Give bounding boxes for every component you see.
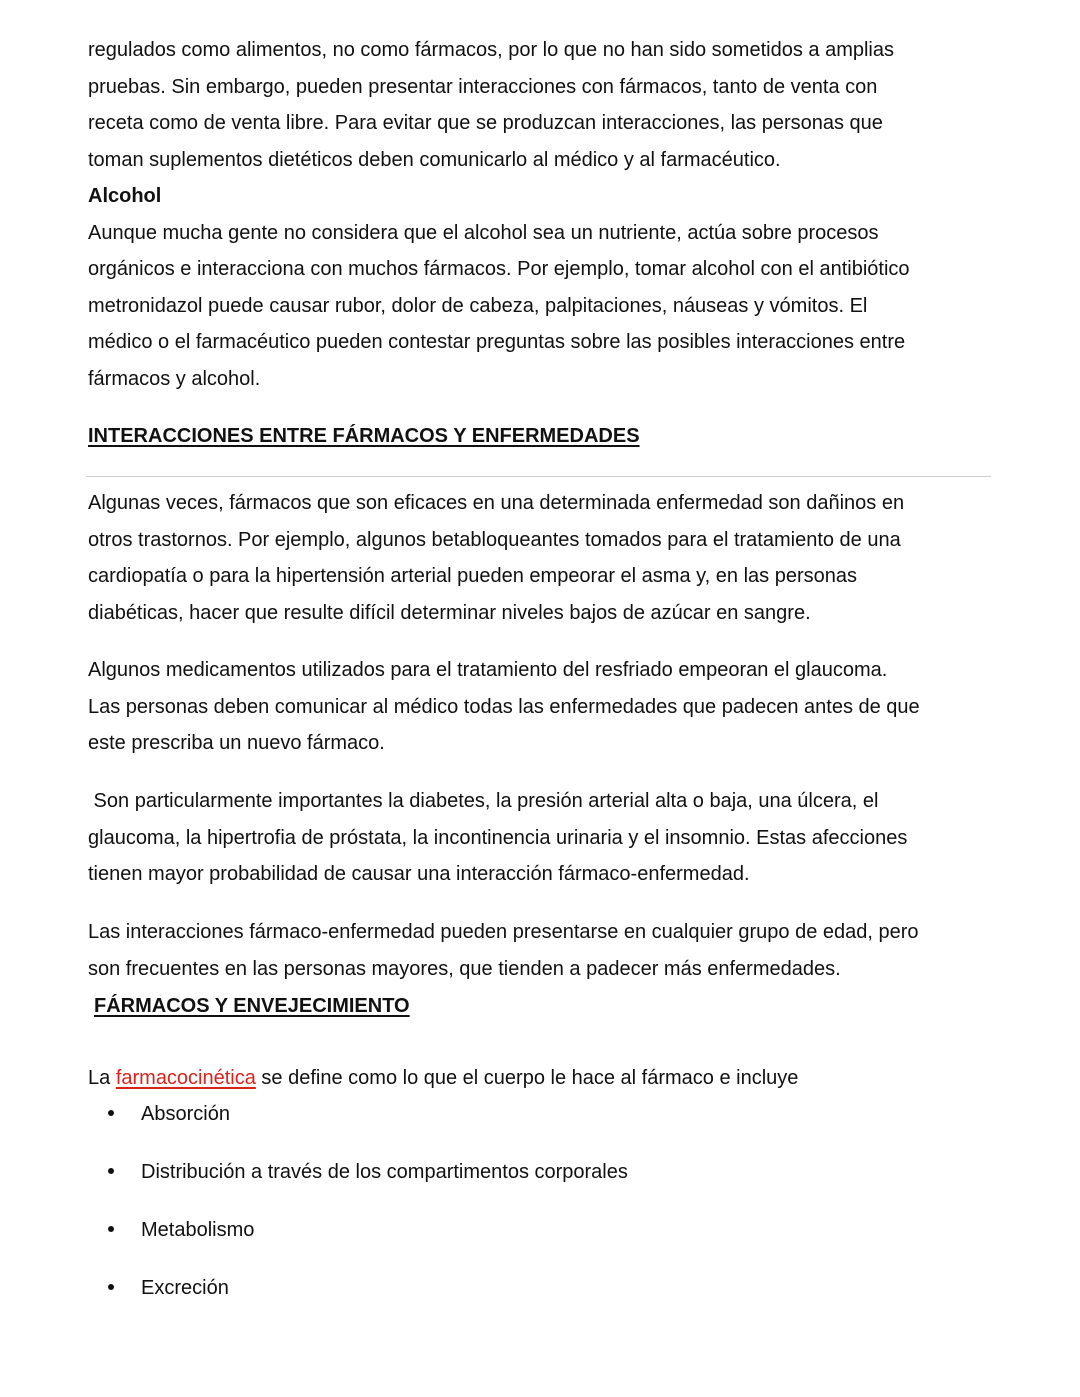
text-line: receta como de venta libre. Para evitar que se produzcan interacciones, las personas que <box>88 112 883 134</box>
list-item <box>108 1154 628 1191</box>
list-item-label: Distribución a través de los compartimentos corporales <box>141 1161 628 1183</box>
alcohol-heading: Alcohol <box>88 185 162 207</box>
text-line: Son particularmente importantes la diabetes, la presión arterial alta o baja, una úlcera, el <box>88 790 879 812</box>
list-item-label: Absorción <box>141 1103 230 1125</box>
text-line: Las personas deben comunicar al médico todas las enfermedades que padecen antes de que <box>88 695 920 718</box>
text-line: Algunos medicamentos utilizados para el tratamiento del resfriado empeoran el glaucoma. <box>88 659 888 681</box>
intro-text: se define como lo que el cuerpo le hace al fármaco e incluye <box>255 1067 799 1089</box>
bullet-icon <box>108 1168 114 1174</box>
bullet-icon <box>108 1110 114 1116</box>
text-line: regulados como alimentos, no como fármacos, por lo que no han sido sometidos a amplias <box>88 39 894 61</box>
text-line: diabéticas, hacer que resulte difícil determinar niveles bajos de azúcar en sangre. <box>88 601 811 624</box>
text-line: Las interacciones fármaco-enfermedad pueden presentarse en cualquier grupo de edad, pero <box>88 921 919 943</box>
text-line: cardiopatía o para la hipertensión arterial pueden empeorar el asma y, en las personas <box>88 565 857 587</box>
text-line: pruebas. Sin embargo, pueden presentar interacciones con fármacos, tanto de venta con <box>88 75 878 98</box>
text-line: orgánicos e interacciona con muchos fármacos. Por ejemplo, tomar alcohol con el antibiótico <box>88 258 910 280</box>
text-line: fármacos y alcohol. <box>88 367 261 390</box>
divider <box>86 476 991 477</box>
disease-interactions-heading: INTERACCIONES ENTRE FÁRMACOS Y ENFERMEDADES <box>88 425 640 447</box>
list-item <box>108 1270 229 1307</box>
list-item-label: Metabolismo <box>141 1219 255 1241</box>
text-line: son frecuentes en las personas mayores, que tienden a padecer más enfermedades. <box>88 957 841 980</box>
text-line: tienen mayor probabilidad de causar una interacción fármaco-enfermedad. <box>88 863 750 885</box>
paragraph <box>88 652 1048 762</box>
aging-heading: FÁRMACOS Y ENVEJECIMIENTO <box>94 995 410 1017</box>
bullet-icon <box>108 1284 114 1290</box>
paragraph <box>88 485 1048 631</box>
text-line: glaucoma, la hipertrofia de próstata, la incontinencia urinaria y el insomnio. Estas afecciones <box>88 826 908 849</box>
paragraph <box>88 914 1048 987</box>
text-line: toman suplementos dietéticos deben comunicarlo al médico y al farmacéutico. <box>88 148 781 171</box>
text-line: Algunas veces, fármacos que son eficaces en una determinada enfermedad son dañinos en <box>88 492 905 514</box>
pharmacokinetics-intro <box>88 1060 1048 1097</box>
text-line: este prescriba un nuevo fármaco. <box>88 732 385 754</box>
supplements-alcohol-section <box>88 32 1048 397</box>
list-item <box>108 1212 254 1249</box>
intro-text: La <box>88 1067 116 1089</box>
pharmacokinetics-link[interactable]: farmacocinética <box>115 1067 256 1089</box>
list-item-label: Excreción <box>141 1277 229 1299</box>
text-line: médico o el farmacéutico pueden contestar preguntas sobre las posibles interacciones entre <box>88 331 906 353</box>
text-line: Aunque mucha gente no considera que el alcohol sea un nutriente, actúa sobre procesos <box>88 221 879 244</box>
text-line: otros trastornos. Por ejemplo, algunos betabloqueantes tomados para el tratamiento de una <box>88 528 901 551</box>
list-item <box>108 1096 230 1133</box>
paragraph <box>88 783 1048 893</box>
bullet-icon <box>108 1226 114 1232</box>
text-line: metronidazol puede causar rubor, dolor de cabeza, palpitaciones, náuseas y vómitos. El <box>88 294 868 317</box>
